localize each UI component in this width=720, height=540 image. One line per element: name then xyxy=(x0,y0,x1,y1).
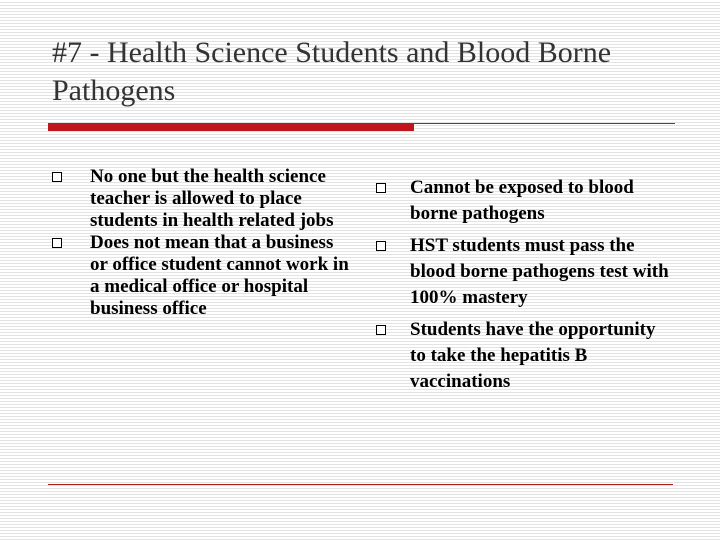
square-bullet-icon xyxy=(52,172,62,182)
list-item xyxy=(372,175,672,227)
bullet-text: Students have the opportunity to take the hepatitis B vaccinations xyxy=(410,319,656,392)
square-bullet-icon xyxy=(52,238,62,248)
list-item xyxy=(52,232,352,320)
list-item xyxy=(372,233,672,311)
slide-title: #7 - Health Science Students and Blood Borne Pathogens xyxy=(52,36,612,107)
square-bullet-icon xyxy=(376,183,386,193)
bullet-text: Cannot be exposed to blood borne pathogens xyxy=(410,177,634,224)
square-bullet-icon xyxy=(376,241,386,251)
bullet-text: No one but the health science teacher is allowed to place students in health related jobs xyxy=(90,166,334,231)
title-underline-accent xyxy=(48,123,414,131)
right-bullet-list xyxy=(372,175,672,401)
list-item xyxy=(372,317,672,395)
left-bullet-list xyxy=(52,166,352,320)
square-bullet-icon xyxy=(376,325,386,335)
list-item xyxy=(52,166,352,232)
footer-divider xyxy=(48,484,673,485)
bullet-text: HST students must pass the blood borne pathogens test with 100% mastery xyxy=(410,235,669,308)
bullet-text: Does not mean that a business or office student cannot work in a medical office or hospital business office xyxy=(90,232,349,319)
